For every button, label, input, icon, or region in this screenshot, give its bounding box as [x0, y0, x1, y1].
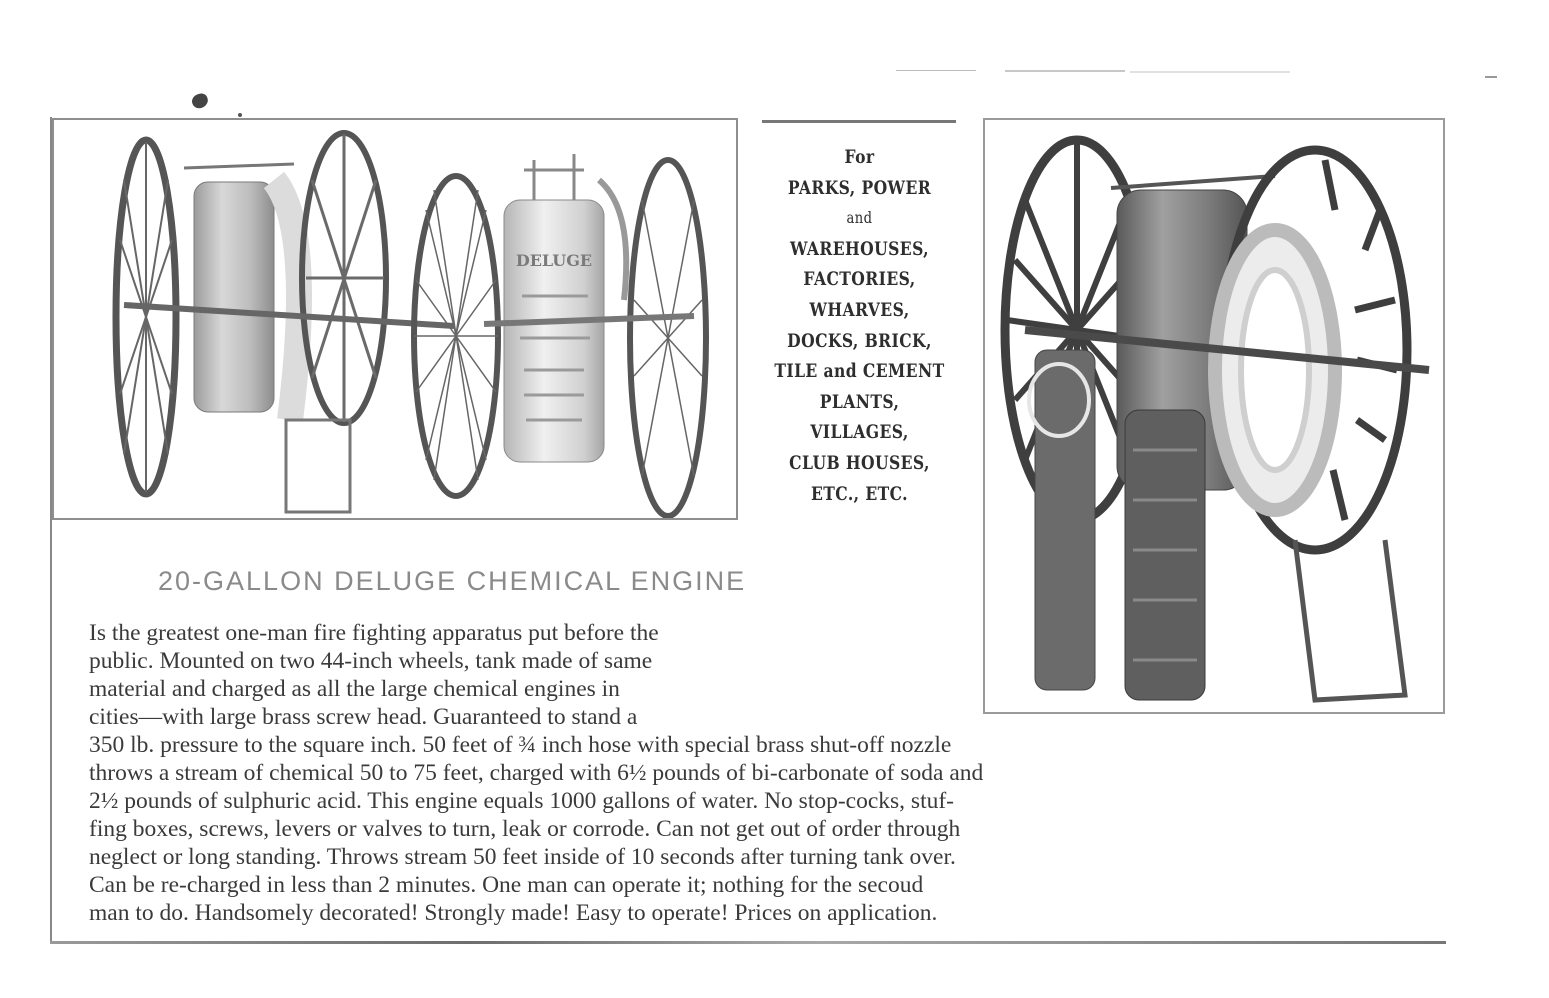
uses-item: ETC., ETC. — [811, 482, 908, 505]
uses-item: WHARVES, — [809, 298, 910, 321]
uses-item: and — [846, 208, 873, 228]
uses-item: PLANTS, — [819, 390, 900, 413]
uses-intro: For — [844, 146, 875, 168]
uses-item: PARKS, POWER — [787, 176, 932, 199]
svg-text:DELUGE: DELUGE — [515, 251, 593, 270]
frame-bottom-rule — [50, 941, 1446, 944]
body-line: public. Mounted on two 44-inch wheels, tank made of same — [89, 648, 653, 674]
chemical-engine-photo — [985, 120, 1443, 712]
scan-artifact — [1485, 76, 1497, 78]
body-line: cities—with large brass screw head. Guaranteed to stand a — [89, 704, 638, 730]
uses-list — [752, 142, 967, 509]
scan-artifact — [1005, 70, 1125, 72]
uses-item: FACTORIES, — [803, 268, 916, 291]
column-top-rule — [762, 120, 956, 123]
scan-artifact — [1130, 71, 1290, 73]
uses-item: DOCKS, BRICK, — [787, 329, 932, 352]
scan-artifact — [896, 70, 976, 71]
body-line: material and charged as all the large chemical engines in — [89, 676, 620, 702]
body-line: 2½ pounds of sulphuric acid. This engine equals 1000 gallons of water. No stop-cocks, stuf- — [89, 788, 955, 814]
uses-item: CLUB HOUSES, — [789, 451, 930, 474]
body-line: Can be re-charged in less than 2 minutes. One man can operate it; nothing for the secoud — [89, 872, 924, 898]
uses-item: TILE and CEMENT — [774, 360, 945, 383]
product-heading: 20-GALLON DELUGE CHEMICAL ENGINE — [158, 566, 747, 596]
body-line: neglect or long standing. Throws stream 50 feet inside of 10 seconds after turning tank over. — [89, 844, 956, 870]
body-line: Is the greatest one-man fire fighting apparatus put before the — [89, 620, 659, 646]
body-line: man to do. Handsomely decorated! Strongly made! Easy to operate! Prices on application. — [89, 900, 938, 926]
ink-blot — [190, 92, 210, 111]
body-line: fing boxes, screws, levers or valves to turn, leak or corrode. Can not get out of order through — [89, 816, 961, 842]
uses-item: VILLAGES, — [810, 421, 909, 444]
uses-item: WAREHOUSES, — [789, 237, 930, 260]
body-line: throws a stream of chemical 50 to 75 feet, charged with 6½ pounds of bi-carbonate of soda and — [89, 760, 984, 786]
engine-illustration-left — [52, 118, 738, 520]
engine-photo-right — [983, 118, 1445, 714]
chemical-engine-illustration — [54, 120, 736, 518]
body-line: 350 lb. pressure to the square inch. 50 feet of ¾ inch hose with special brass shut-off nozzle — [89, 732, 952, 758]
